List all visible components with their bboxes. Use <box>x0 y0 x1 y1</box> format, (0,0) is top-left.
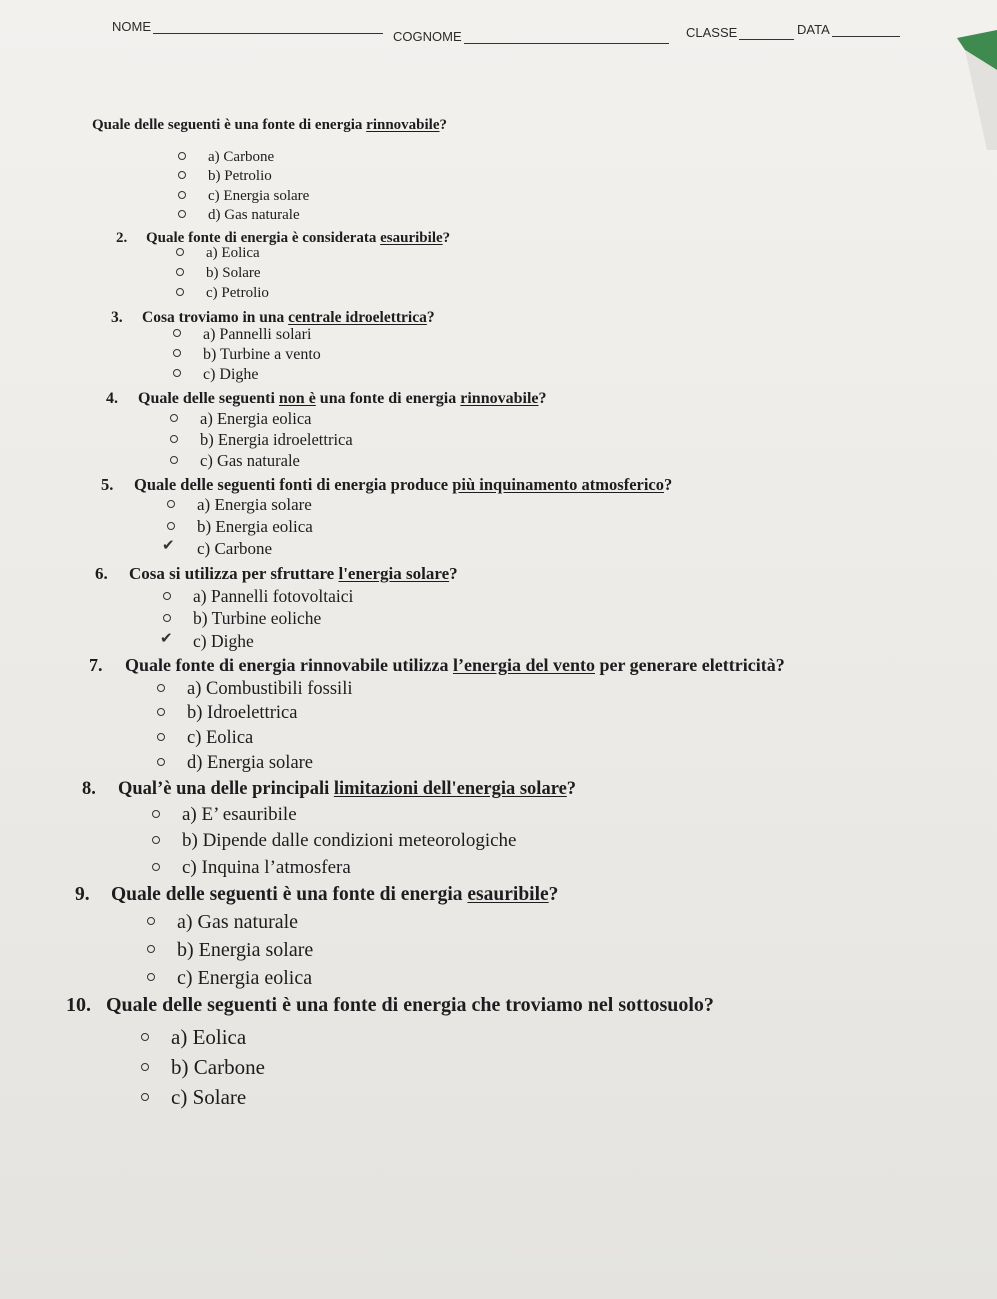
option-8c[interactable] <box>152 857 351 879</box>
option-1a[interactable] <box>178 149 274 166</box>
question-end: ? <box>566 779 577 799</box>
question-7 <box>89 655 785 676</box>
question-number: 6. <box>95 564 108 583</box>
radio-circle-icon <box>176 268 184 276</box>
radio-circle-icon <box>147 945 155 953</box>
question-3 <box>111 309 435 327</box>
check-mark-icon: ✔ <box>160 629 173 647</box>
question-number: 3. <box>111 309 123 326</box>
option-label: a) Energia solare <box>197 495 312 514</box>
option-9c[interactable] <box>147 967 312 990</box>
option-label: c) Energia solare <box>208 188 310 204</box>
cognome-field[interactable] <box>393 29 669 44</box>
radio-circle-icon <box>141 1063 149 1071</box>
question-text: Quale fonte di energia rinnovabile utilizza <box>125 655 453 675</box>
option-label: c) Dighe <box>193 631 254 651</box>
option-label: a) E’ esauribile <box>182 804 297 825</box>
question-number: 7. <box>89 655 103 675</box>
radio-circle-icon <box>170 456 178 464</box>
option-label: b) Energia solare <box>177 939 314 961</box>
radio-circle-icon <box>152 863 160 871</box>
question-underlined: centrale idroelettrica <box>288 309 427 326</box>
radio-circle-icon <box>167 522 175 530</box>
nome-line <box>153 21 383 34</box>
option-label: b) Dipende dalle condizioni meteorologiche <box>182 830 517 851</box>
question-underlined: più inquinamento atmosferico <box>452 475 664 494</box>
option-2a[interactable] <box>176 245 260 262</box>
radio-circle-icon <box>163 592 171 600</box>
option-label: b) Energia idroelettrica <box>200 430 353 449</box>
question-end: per generare elettricità? <box>594 655 785 675</box>
option-8b[interactable] <box>152 830 517 852</box>
radio-circle-icon <box>173 349 181 357</box>
radio-circle-icon <box>170 435 178 443</box>
option-7c[interactable] <box>157 728 253 749</box>
question-number: 10. <box>66 994 91 1016</box>
question-underlined: l’energia del vento <box>452 655 595 675</box>
student-header <box>0 0 997 60</box>
option-3a[interactable] <box>173 326 311 344</box>
question-underlined: rinnovabile <box>460 390 539 407</box>
radio-circle-icon <box>178 210 186 218</box>
option-1c[interactable] <box>178 188 309 205</box>
question-text: Quale delle seguenti è una fonte di energia <box>111 884 468 905</box>
question-end: ? <box>439 117 448 133</box>
option-label: b) Energia eolica <box>197 517 313 536</box>
classe-field[interactable] <box>686 25 794 40</box>
question-text: Quale delle seguenti è una fonte di energia che troviamo nel sottosuolo? <box>106 994 714 1016</box>
question-end: ? <box>449 564 458 583</box>
option-2c[interactable] <box>176 285 269 302</box>
radio-circle-icon <box>152 836 160 844</box>
classe-label: CLASSE <box>686 25 738 40</box>
question-text: Quale delle seguenti fonti di energia produce <box>134 475 453 494</box>
question-underlined: esauribile <box>467 884 549 905</box>
option-9b[interactable] <box>147 939 313 962</box>
option-10c[interactable] <box>141 1085 246 1110</box>
option-4a[interactable] <box>170 409 311 429</box>
question-underlined: limitazioni dell'energia solare <box>333 779 567 799</box>
radio-circle-icon <box>157 758 165 766</box>
option-label: a) Eolica <box>171 1025 247 1049</box>
question-text: Cosa si utilizza per sfruttare <box>129 564 339 583</box>
data-label: DATA <box>797 22 830 37</box>
nome-label: NOME <box>112 19 151 34</box>
question-end: ? <box>538 390 547 407</box>
data-line <box>832 24 900 37</box>
question-underlined: l'energia solare <box>338 564 450 583</box>
option-9a[interactable] <box>147 911 298 934</box>
question-5 <box>101 475 672 495</box>
radio-circle-icon <box>141 1033 149 1041</box>
option-4c[interactable] <box>170 451 300 471</box>
question-10 <box>66 994 714 1017</box>
option-label: b) Petrolio <box>208 168 272 184</box>
option-label: a) Carbone <box>208 149 275 165</box>
question-number: 4. <box>106 390 118 407</box>
question-1 <box>92 117 447 134</box>
check-mark-icon: ✔ <box>162 536 175 554</box>
option-label: c) Petrolio <box>206 285 269 301</box>
option-label: a) Pannelli solari <box>203 326 312 343</box>
radio-circle-icon <box>167 500 175 508</box>
option-1b[interactable] <box>178 168 272 185</box>
question-number: 5. <box>101 475 114 494</box>
question-text: Quale delle seguenti <box>138 390 279 407</box>
question-text: Quale delle seguenti è una fonte di energia <box>92 117 367 133</box>
option-5a[interactable] <box>167 495 312 515</box>
option-label: b) Idroelettrica <box>187 703 298 723</box>
question-number: 8. <box>82 779 96 799</box>
option-7d[interactable] <box>157 753 313 774</box>
radio-circle-icon <box>178 171 186 179</box>
option-label: a) Eolica <box>206 245 260 261</box>
option-3b[interactable] <box>173 346 321 364</box>
question-6 <box>95 564 458 584</box>
option-label: b) Carbone <box>171 1055 265 1079</box>
option-5c[interactable] <box>167 539 272 559</box>
option-2b[interactable] <box>176 265 261 282</box>
radio-circle-icon <box>157 684 165 692</box>
option-label: c) Gas naturale <box>200 451 300 470</box>
option-10a[interactable] <box>141 1025 246 1050</box>
option-5b[interactable] <box>167 517 313 537</box>
option-7a[interactable] <box>157 679 352 700</box>
radio-circle-icon <box>178 191 186 199</box>
radio-circle-icon <box>173 369 181 377</box>
cognome-label: COGNOME <box>393 29 462 44</box>
option-1d[interactable] <box>178 207 300 224</box>
question-2 <box>116 230 450 247</box>
radio-circle-icon <box>157 708 165 716</box>
question-number: 9. <box>75 884 90 905</box>
option-10b[interactable] <box>141 1055 265 1080</box>
option-label: c) Dighe <box>203 366 259 383</box>
option-label: a) Energia eolica <box>200 409 312 428</box>
data-field[interactable] <box>797 22 900 37</box>
classe-line <box>739 27 794 40</box>
option-8a[interactable] <box>152 804 297 826</box>
option-6b[interactable] <box>163 608 321 629</box>
option-label: d) Gas naturale <box>208 207 300 223</box>
option-6c[interactable] <box>163 631 254 652</box>
question-underlined: rinnovabile <box>366 117 440 133</box>
option-label: a) Pannelli fotovoltaici <box>193 586 354 606</box>
option-label: b) Solare <box>206 265 261 281</box>
question-text: Cosa troviamo in una <box>142 309 289 326</box>
option-4b[interactable] <box>170 430 353 450</box>
option-label: a) Combustibili fossili <box>187 679 353 699</box>
option-label: c) Carbone <box>197 539 273 558</box>
radio-circle-icon <box>178 152 186 160</box>
radio-circle-icon <box>147 917 155 925</box>
radio-circle-icon <box>141 1093 149 1101</box>
question-underlined: non è <box>278 390 316 407</box>
radio-circle-icon <box>173 329 181 337</box>
option-7b[interactable] <box>157 703 297 724</box>
question-end: ? <box>426 309 435 326</box>
option-label: c) Energia eolica <box>177 967 313 989</box>
radio-circle-icon <box>170 414 178 422</box>
question-8 <box>82 779 576 800</box>
question-number: 2. <box>116 230 128 246</box>
question-text: Quale fonte di energia è considerata <box>146 230 381 246</box>
option-label: b) Turbine eoliche <box>193 608 322 628</box>
question-end: ? <box>664 475 673 494</box>
option-label: c) Eolica <box>187 728 254 748</box>
radio-circle-icon <box>176 288 184 296</box>
question-9 <box>75 884 558 906</box>
radio-circle-icon <box>157 733 165 741</box>
question-4 <box>106 390 546 408</box>
radio-circle-icon <box>147 973 155 981</box>
question-text-mid: una fonte di energia <box>315 390 461 407</box>
question-underlined: esauribile <box>380 230 443 246</box>
option-label: c) Solare <box>171 1085 247 1109</box>
option-3c[interactable] <box>173 366 259 384</box>
radio-circle-icon <box>152 810 160 818</box>
cognome-line <box>464 31 669 44</box>
option-label: b) Turbine a vento <box>203 346 321 363</box>
radio-circle-icon <box>176 248 184 256</box>
radio-circle-icon <box>163 614 171 622</box>
nome-field[interactable] <box>112 19 383 34</box>
question-text: Qual’è una delle principali <box>118 779 334 799</box>
question-end: ? <box>548 884 559 905</box>
option-label: a) Gas naturale <box>177 911 299 933</box>
option-label: d) Energia solare <box>187 753 314 773</box>
option-label: c) Inquina l’atmosfera <box>182 857 351 878</box>
question-end: ? <box>442 230 451 246</box>
option-6a[interactable] <box>163 586 353 607</box>
